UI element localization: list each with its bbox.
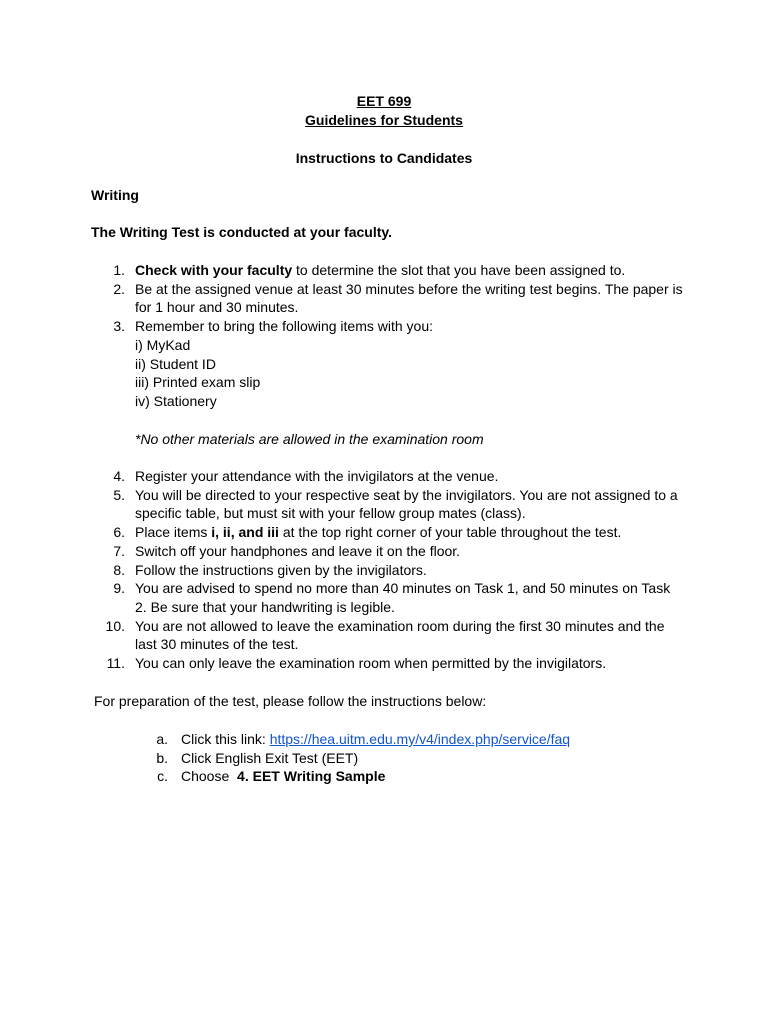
list-item: 11. You can only leave the examination room when permitted by the invigilators.: [106, 655, 607, 672]
list-item: 7. Switch off your handphones and leave it on the floor.: [113, 542, 461, 559]
list-item: 4. Register your attendance with the invigilators at the venue.: [113, 468, 499, 484]
list-item: 9. You are advised to spend no more than 40 minutes on Task 1, and 50 minutes on Task 2. Be sure that your handwriting is legible.: [113, 580, 671, 615]
section-heading: Writing: [91, 187, 139, 203]
materials-note: *No other materials are allowed in the examination room: [135, 431, 484, 447]
instruction-list-2: [0, 467, 768, 673]
list-item: 5. You will be directed to your respective seat by the invigilators. You are not assigned to a specific table, but must sit with your fellow group mates (class).: [113, 486, 678, 522]
list-item: c. Choose 4. EET Writing Sample: [157, 768, 386, 785]
document-subtitle: Instructions to Candidates: [295, 150, 473, 166]
list-item: b. Click English Exit Test (EET): [156, 749, 359, 766]
list-item: 8. Follow the instructions given by the invigilators.: [113, 561, 427, 578]
list-item: 6. Place items i, ii, and iii at the top right corner of your table throughout the test.: [113, 524, 622, 541]
instruction-list-1: [0, 261, 768, 411]
course-code: EET 699: [356, 93, 412, 109]
item-stationery: iv) Stationery: [135, 392, 217, 409]
list-item: 2. Be at the assigned venue at least 30 minutes before the writing test begins. The paper is for 1 hour and 30 minutes.: [113, 280, 683, 316]
list-item: 10. You are not allowed to leave the examination room during the first 30 minutes and the last 30 minutes of the test.: [105, 617, 665, 653]
preparation-steps: [0, 730, 768, 786]
document-title: Guidelines for Students: [305, 112, 463, 128]
list-item: 1. Check with your faculty to determine the slot that you have been assigned to.: [113, 262, 626, 278]
faq-link[interactable]: https://hea.uitm.edu.my/v4/index.php/service/faq: [269, 731, 571, 747]
item-mykad: i) MyKad: [135, 336, 191, 353]
list-item: 3. Remember to bring the following items with you:: [113, 318, 434, 335]
list-item: a. Click this link: https://hea.uitm.edu.my/v4/index.php/service/faq: [156, 731, 571, 747]
intro-statement: The Writing Test is conducted at your faculty.: [91, 224, 393, 240]
item-student-id: ii) Student ID: [135, 355, 216, 372]
preparation-intro: For preparation of the test, please follow the instructions below:: [94, 693, 487, 709]
item-exam-slip: iii) Printed exam slip: [135, 374, 261, 391]
